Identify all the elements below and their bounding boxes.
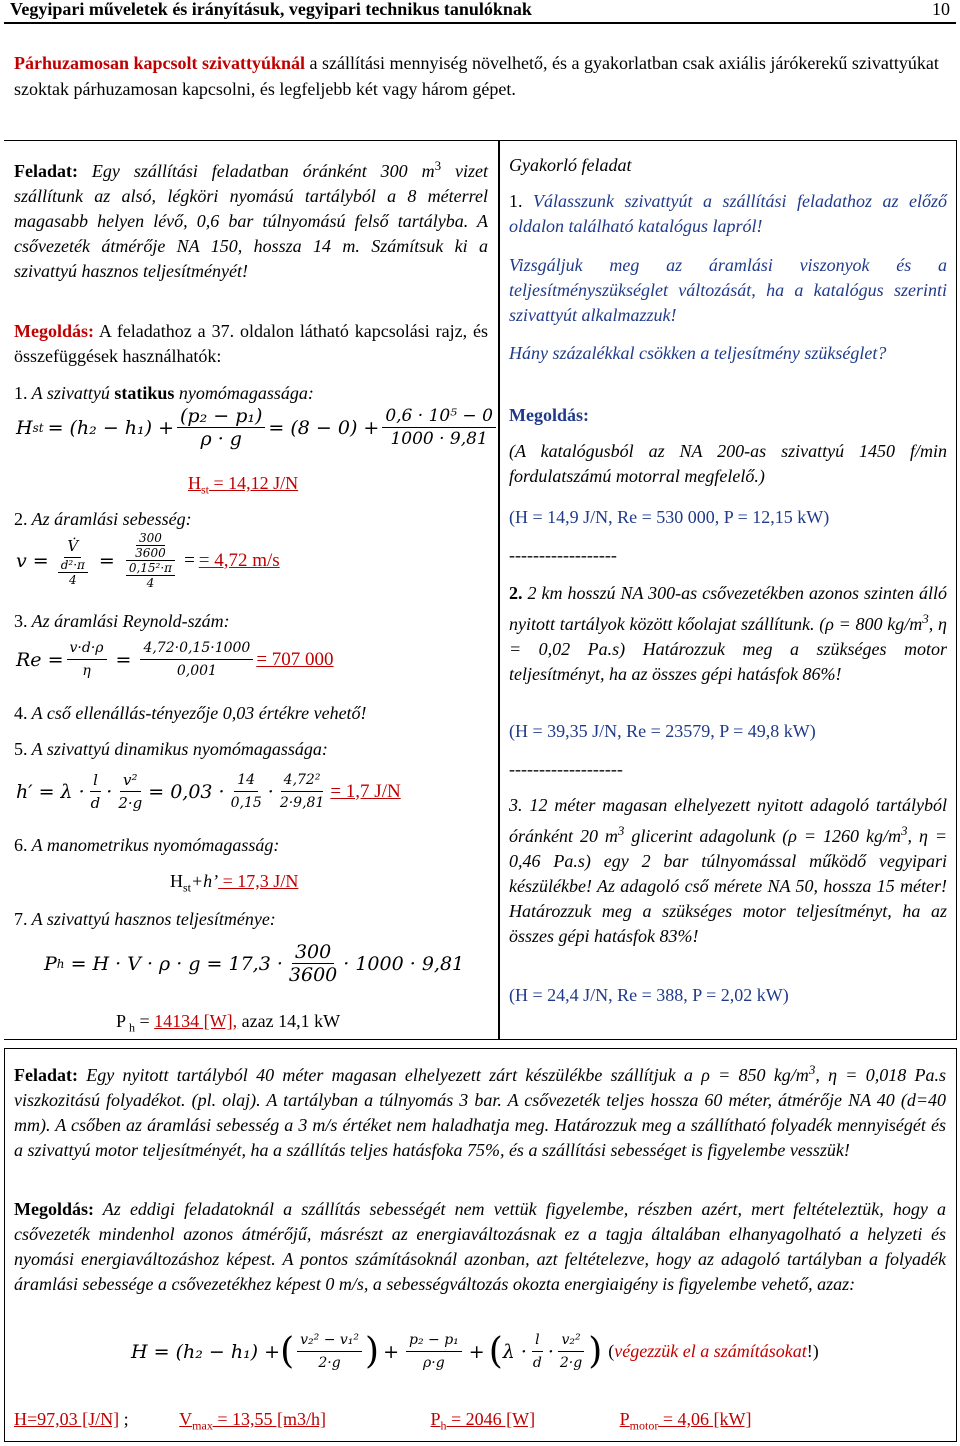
task-label: Feladat: (14, 161, 78, 181)
eq3-f2-den: 0,001 (176, 663, 217, 679)
eq2-f1-den-num: d²·π (58, 558, 88, 573)
bottom-eq-note-open: ( (608, 1341, 615, 1361)
eq5-fraction-1 (88, 769, 104, 814)
eq2-fraction-2 (120, 531, 181, 590)
bottom-eq-fraction-3 (530, 1329, 545, 1374)
result-ph-sub: h (440, 1418, 447, 1433)
practice-dash-1: ------------------ (509, 545, 617, 565)
eq7-result-val: 14134 [W], (154, 1011, 238, 1031)
eq3-f2-num: 4,72·0,15·1000 (140, 637, 253, 660)
page-number: 10 (932, 0, 950, 19)
bottom-eq-lambda: λ · (502, 1340, 527, 1363)
eq2-f2-den (120, 561, 181, 590)
practice-p6-text-2: , η = 0,02 Pa.s) Határozzuk meg a szükséges motor teljesítményt, ha az összes gépi hatásfok 86%! (509, 614, 947, 684)
eq2-f1-den-den: 4 (68, 572, 77, 587)
bottom-equation: H = (h₂ − h₁) + ( $\frac{\text{v₂² − v₁²}}{2\cdot g}$ ) + $\frac{\text{p₂ − p₁}}{\rho\cdot g}$ + ( λ · $\frac{l}{d}$ · $\frac{\text{v₂²}}{2\cdot g}$ ) ( végezzük el a számításokat !) (131, 1329, 819, 1374)
step-4 (14, 701, 367, 726)
bottom-task-text: Egy nyitott tartályból 40 méter magasan elhelyezett zárt készülékbe szállítjuk a ρ = 850 kg/m (77, 1065, 809, 1085)
bottom-task-label: Feladat: (14, 1065, 78, 1085)
eq7-result-eq: = (135, 1011, 155, 1031)
bottom-task-box (4, 1048, 957, 1442)
bottom-eq-fraction-4 (557, 1329, 585, 1374)
bottom-eq-f3-den: d (532, 1355, 542, 1371)
step-3 (14, 609, 230, 634)
eq5-fraction-3 (228, 769, 265, 814)
equation-dynamic-head: h′ = λ · $\frac{l}{d}$ · $\frac{\text{v²}}{2\cdot g}$ = 0,03 · $\frac{14}{0,15}$ · $\frac{\text{4,72²}}{2\cdot 9,81}$ = 1,7 J/N (16, 771, 401, 812)
practice-dash-2: ------------------- (509, 759, 623, 779)
practice-p1-text: Válasszunk szivattyút a szállítási feladathoz az előző oldalon található katalógus lapról! (509, 191, 947, 236)
result-vmax-sub: max (192, 1418, 213, 1433)
solution-text: A feladathoz a 37. oldalon látható kapcsolási rajz, és összefüggések használhatók: (14, 321, 488, 366)
eq1-frac-num: (p₂ − p₁) (177, 405, 265, 428)
equation-static-head (16, 405, 499, 450)
bottom-eq-f1-den: 2·g (318, 1355, 341, 1371)
bottom-eq-f1-num: v₂² − v₁² (297, 1329, 362, 1352)
eq6-result: = 17,3 J/N (218, 871, 299, 891)
step-1 (14, 381, 488, 406)
step-2 (14, 507, 192, 532)
eq5-f4-den: 2·9,81 (279, 795, 325, 811)
intro-highlight: Párhuzamosan kapcsolt szivattyúknál (14, 53, 306, 73)
eq7-mid: = H · V · ρ · g = 17,3 · (64, 952, 283, 975)
bottom-eq-f2-den: ρ·g (423, 1355, 445, 1371)
result-h: H=97,03 [J/N] (14, 1409, 120, 1429)
step-6 (14, 833, 279, 858)
header-title: Vegyipari műveletek és irányításuk, vegyipari technikus tanulóknak (10, 0, 532, 19)
bottom-eq-note-close: !) (806, 1341, 819, 1361)
step-5 (14, 737, 328, 762)
step-5-text: A szivattyú dinamikus nyomómagassága: (27, 739, 328, 759)
eq7-f-den: 3600 (288, 964, 338, 986)
eq2-f2-den-den: 4 (146, 576, 155, 590)
step-2-num: 2. (14, 509, 28, 529)
eq2-left: v = (16, 549, 49, 572)
bottom-task-sup: 3 (808, 1062, 816, 1077)
eq3-f1-den: η (82, 663, 91, 679)
task-text: Egy szállítási feladatban óránként 300 m (77, 161, 435, 181)
eq5-f3-den: 0,15 (230, 795, 262, 811)
bottom-eq-plus: + (383, 1340, 399, 1363)
eq2-f2-den-num: 0,15²·π (126, 561, 175, 576)
eq1-result-h: H (188, 473, 201, 493)
step-1-text-a: A szivattyú (27, 383, 115, 403)
practice-p6-text: 2 km hosszú NA 300-as csővezetékben azonos szinten álló nyitott tartályok között kőolajat szállítunk. (ρ = 800 kg/m (509, 583, 947, 634)
practice-p8-sup-2: 3 (900, 823, 908, 838)
eq6-h: H (170, 871, 183, 891)
eq5-left: h′ = λ · (16, 780, 85, 803)
practice-p8-a: 3. 12 méter magasan elhelyezett nyitott adagoló tartályból óránként 20 m (509, 795, 947, 846)
bottom-eq-plus-2: + (468, 1340, 485, 1363)
bottom-task (14, 1057, 946, 1163)
eq5-f1-den: d (90, 794, 101, 812)
solution-label: Megoldás: (14, 321, 94, 341)
bottom-solution (14, 1197, 946, 1297)
result-vmax-val: = 13,55 [m3/h] (212, 1409, 326, 1429)
eq1-fraction-2 (382, 405, 496, 450)
step-7-num: 7. (14, 909, 28, 929)
bottom-results (14, 1407, 946, 1439)
practice-p9: (H = 24,4 J/N, Re = 388, P = 2,02 kW) (509, 985, 789, 1005)
eq7-result-tail: azaz 14,1 kW (237, 1011, 341, 1031)
solution-paragraph (14, 319, 488, 369)
eq5-f2-den: 2·g (118, 794, 143, 812)
step-4-num: 4. (14, 703, 28, 723)
eq2-f2-num-den: 3600 (135, 546, 166, 560)
eq2-fraction-1 (52, 535, 94, 587)
eq2-f2-num-frac (132, 531, 169, 560)
equation-velocity: v = $\frac{V̇}{\frac{\text{d²·π}}{4}}$ = $\frac{\frac{300}{3600}}{\frac{\text{0,15²·π}}{4}}$ = = 4,72 m/s (16, 531, 280, 590)
eq3-left: Re = (16, 648, 64, 671)
result-ph-p: P (430, 1409, 441, 1429)
intro-paragraph (14, 50, 944, 102)
bottom-eq-f4-num: v₂² (558, 1329, 583, 1352)
eq3-f1-num: v·d·ρ (67, 637, 107, 660)
equation-power (44, 941, 464, 986)
practice-p6 (509, 581, 947, 687)
bottom-eq-note: végezzük el a számításokat (614, 1341, 807, 1361)
eq1-part2: = (8 − 0) + (268, 416, 380, 439)
eq7-left: P (44, 952, 57, 975)
practice-solution-label: Megoldás: (509, 405, 589, 425)
eq7-right: · 1000 · 9,81 (343, 952, 465, 975)
bottom-eq-fraction-2 (406, 1329, 462, 1374)
result-pmotor-val: = 4,06 [kW] (658, 1409, 752, 1429)
equation-reynolds: Re = $\frac{v\cdot d\cdot\rho}{\eta}$ = $\frac{4,72\cdot 0,15\cdot 1000}{0,001}$ = 707 000 (16, 637, 334, 682)
task-sup: 3 (434, 158, 442, 173)
intro-text: a szállítási mennyiség növelhető, és a gyakorlatban csak axiális járókerekű szivattyúkat szoktak párhuzamosan kapcsolni, és legfeljebb két vagy három gépet. (14, 53, 939, 99)
eq5-fraction-4 (277, 769, 328, 814)
eq6-b: +h’ (191, 871, 219, 891)
eq1-left: H (16, 416, 33, 439)
practice-title: Gyakorló feladat (509, 155, 632, 175)
eq7-result-p: P (116, 1011, 127, 1031)
eq1-result-val: = 14,12 J/N (209, 473, 299, 493)
eq2-result: = 4,72 m/s (198, 549, 280, 571)
step-1-text-c: nyomómagassága: (174, 383, 314, 403)
step-3-num: 3. (14, 611, 28, 631)
step-7-text: A szivattyú hasznos teljesítménye: (27, 909, 276, 929)
bottom-eq-f4-den: 2·g (559, 1355, 583, 1371)
eq5-f1-num: l (90, 769, 101, 792)
eq5-f2-num: v² (120, 769, 141, 792)
eq1-left-sub: st (32, 420, 44, 435)
practice-p8-sup: 3 (617, 823, 625, 838)
bottom-eq-fraction-1 (297, 1329, 362, 1374)
practice-p8-c: , η = 0,46 Pa.s) egy 2 bar túlnyomással működő vegyipari készülékbe! Az adagoló cső mérete NA 50, hossza 15 méter! Határozzuk meg a szükséges motor teljesítményt, ha az összes gépi hatásfok 83%! (509, 826, 947, 946)
eq7-result (116, 1009, 340, 1041)
bottom-task-text-2: , η = 0,018 Pa.s viszkozitású folyadékot. (pl. olaj). A tartályban a túlnyomás 3 bar. A csővezeték teljes hossza 60 méter, átmérője NA 40 (d=40 mm). A csőben az áramlási sebesség a 3 m/s értéket nem haladhatja meg. Határozzuk meg a szállítható folyadék mennyiségét és a szivattyú motor teljesítményét, ha a szállítás teljes hatásfoka 75%, és a szállítási sebességet is figyelembe vesszük! (14, 1065, 946, 1160)
result-ph-val: = 2046 [W] (446, 1409, 536, 1429)
task-paragraph (14, 153, 488, 284)
practice-p4: (A katalógusból az NA 200-as szivattyú 1450 f/min fordulatszámú motorral megfelelő.) (509, 441, 947, 486)
eq5-fraction-2 (115, 769, 145, 814)
eq2-f1-den (52, 558, 94, 587)
eq1-frac2-num: 0,6 · 10⁵ − 0 (382, 405, 496, 428)
result-vmax (179, 1409, 326, 1433)
bottom-solution-label: Megoldás: (14, 1199, 94, 1219)
step-6-text: A manometrikus nyomómagasság: (27, 835, 280, 855)
practice-p1 (509, 189, 947, 239)
practice-p2: Vizsgáljuk meg az áramlási viszonyok és a teljesítményszükséglet változását, ha a katalógus szerinti szivattyút alkalmazzuk! (509, 255, 947, 325)
eq1-result-sub: st (201, 482, 210, 497)
eq2-f2-num-num: 300 (136, 531, 165, 546)
eq5-f4-num: 4,72² (281, 769, 324, 792)
practice-p7: (H = 39,35 J/N, Re = 23579, P = 49,8 kW) (509, 721, 816, 741)
bottom-eq-f2-num: p₂ − p₁ (406, 1329, 462, 1352)
eq1-result (188, 471, 298, 503)
eq1-frac2-den: 1000 · 9,81 (390, 429, 488, 449)
practice-p8-b: glicerint adagolunk (ρ = 1260 kg/m (624, 826, 901, 846)
step-6-num: 6. (14, 835, 28, 855)
result-pmotor-sub: motor (629, 1418, 659, 1433)
eq2-f2-num (126, 531, 175, 561)
eq5-result: = 1,7 J/N (330, 780, 401, 802)
practice-box (499, 140, 957, 1040)
eq6 (170, 869, 298, 901)
step-2-text: Az áramlási sebesség: (27, 509, 192, 529)
practice-p5: (H = 14,9 J/N, Re = 530 000, P = 12,15 kW) (509, 507, 830, 527)
step-1-num: 1. (14, 383, 28, 403)
eq1-part1: = (h₂ − h₁) + (47, 416, 175, 439)
eq7-result-sub: h (126, 1020, 136, 1035)
eq7-left-sub: h (56, 956, 65, 971)
eq5-mid: = 0,03 · (148, 780, 225, 803)
worked-example-box (4, 140, 499, 1040)
practice-p1-num: 1. (509, 191, 523, 211)
eq1-frac-den: ρ · g (200, 428, 242, 450)
step-5-num: 5. (14, 739, 28, 759)
bottom-solution-text: Az eddigi feladatoknál a szállítás sebességét nem vettük figyelembe, részben azért, mert feltételeztük, hogy a csővezeték mindenhol azonos átmérőjű, másrészt az energiaváltozásnak ez a tagja általában elhanyagolható a helyzeti és nyomási energiaváltozáshoz képest. A pontos számításoknál azonban, azt feltételezve, hogy az adagoló tartályban a folyadék áramlási sebessége a csővezetékhez képest 0 m/s, a sebességváltozás okozta energiaigény is figyelembe vehető, azaz: (14, 1199, 946, 1294)
result-pmotor-p: P (619, 1409, 630, 1429)
eq3-result: = 707 000 (256, 648, 334, 670)
bottom-eq-f3-num: l (532, 1329, 542, 1352)
eq2-f1-num: V̇ (64, 535, 81, 558)
result-ph (430, 1409, 536, 1433)
practice-p8 (509, 793, 947, 949)
step-3-text: Az áramlási Reynold-szám: (27, 611, 230, 631)
practice-p6-num: 2. (509, 583, 523, 603)
practice-p6-sup: 3 (922, 611, 929, 626)
task-text-2: vizet szállítunk az alsó, légköri nyomású tartályból a 8 méterrel magasabb helyen lévő, 0,6 bar túlnyomású felső tartályba. A csővezeték átmérője NA 150, hossza 14 m. Számítsuk ki a szivattyú hasznos teljesítményét! (14, 161, 488, 281)
eq3-fraction-2 (140, 637, 253, 682)
eq7-fraction (286, 941, 340, 986)
eq6-sub: st (183, 880, 192, 895)
step-7 (14, 907, 276, 932)
eq2-f1-den-frac (58, 558, 88, 587)
eq2-f2-den-frac (126, 561, 175, 590)
eq7-f-num: 300 (292, 941, 334, 964)
result-vmax-v: V (179, 1409, 193, 1429)
bottom-eq-left: H = (h₂ − h₁) + (131, 1340, 281, 1363)
practice-p3: Hány százalékkal csökken a teljesítmény szükséglet? (509, 343, 887, 363)
result-separator: ; (119, 1409, 129, 1429)
eq3-fraction-1 (67, 637, 107, 682)
step-1-text-b: statikus (114, 383, 175, 403)
bottom-eq-dot: · (547, 1340, 554, 1363)
eq5-f3-num: 14 (234, 769, 258, 792)
result-pmotor (619, 1409, 752, 1433)
step-4-text: A cső ellenállás-tényezője 0,03 értékre vehető! (27, 703, 367, 723)
eq1-fraction-1 (177, 405, 265, 450)
page-header (4, 0, 956, 24)
